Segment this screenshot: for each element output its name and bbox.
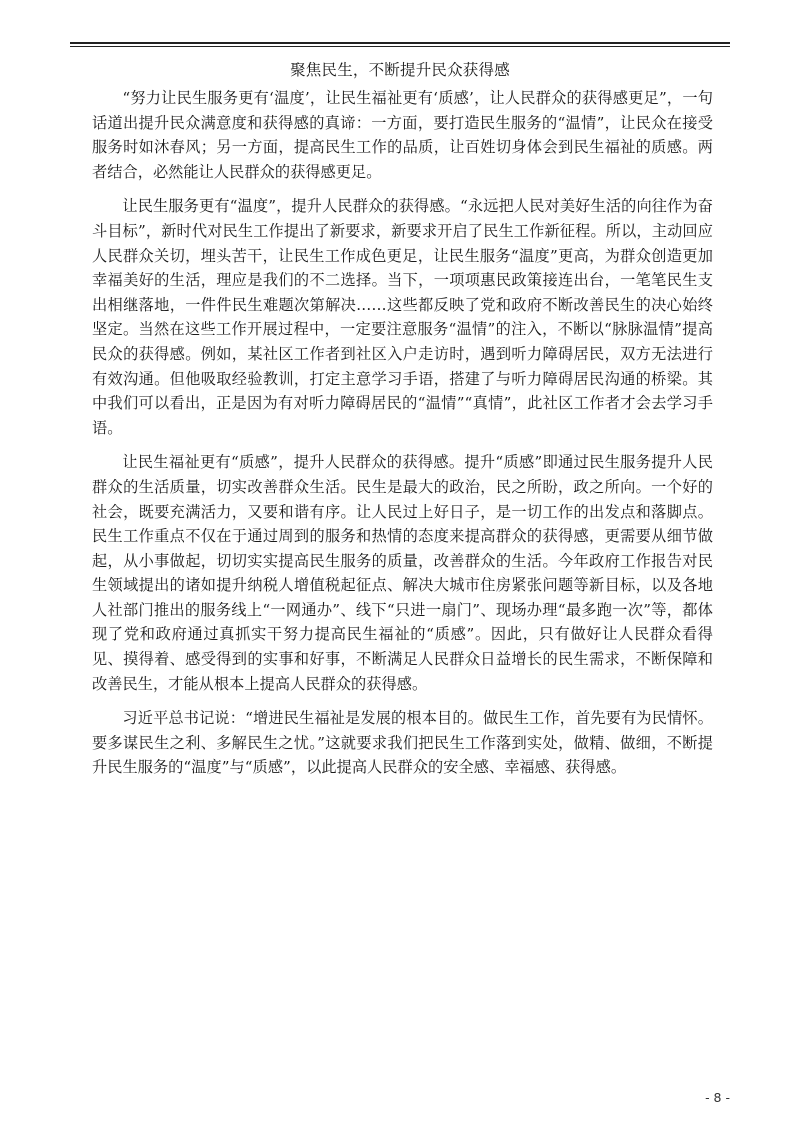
paragraph-service-warmth: 让民生服务更有“温度”，提升人民群众的获得感。“永远把人民对美好生活的向往作为奋斗目标”，新时代对民生工作提出了新要求，新要求开启了民生工作新征程。所以，主动回应人民群众关切，埋头苦干，让民生工作成色更足，让民生服务“温度”更高，为群众创造更加幸福美好的生活，理应是我们的不二选择。当下，一项项惠民政策接连出台，一笔笔民生支出相继落地，一件件民生难题次第解决……这些都反映了党和政府不断改善民生的决心始终坚定。当然在这些工作开展过程中，一定要注意服务“温情”的注入，不断以“脉脉温情”提高民众的获得感。例如，某社区工作者到社区入户走访时，遇到听力障碍居民，双方无法进行有效沟通。但他吸取经验教训，打定主意学习手语，搭建了与听力障碍居民沟通的桥梁。其中我们可以看出，正是因为有对听力障碍居民的“温情”“真情”，此社区工作者才会去学习手语。 [92,197,713,437]
header-rule-thin [70,46,730,47]
paragraph-conclusion: 习近平总书记说：“增进民生福祉是发展的根本目的。做民生工作，首先要有为民情怀。要多谋民生之利、多解民生之忧。”这就要求我们把民生工作落到实处，做精、做细，不断提升民生服务的“温度”与“质感”，以此提高人民群众的安全感、幸福感、获得感。 [92,709,713,777]
article-title: 聚焦民生，不断提升民众获得感 [290,61,510,79]
article-body [92,86,713,790]
header-rule-thick [70,42,730,44]
paragraph-intro: “努力让民生服务更有‘温度’，让民生福祉更有‘质感’，让人民群众的获得感更足”，一句话道出提升民众满意度和获得感的真谛：一方面，要打造民生服务的“温情”，让民众在接受服务时如沐春风；另一方面，提高民生工作的品质，让百姓切身体会到民生福祉的质感。两者结合，必然能让人民群众的获得感更足。 [92,89,714,181]
paragraph-welfare-quality: 让民生福祉更有“质感”，提升人民群众的获得感。提升“质感”即通过民生服务提升人民群众的生活质量，切实改善群众生活。民生是最大的政治，民之所盼，政之所向。一个好的社会，既要充满活力，又要和谐有序。让人民过上好日子，是一切工作的出发点和落脚点。民生工作重点不仅在于通过周到的服务和热情的态度来提高群众的获得感，更需要从细节做起，从小事做起，切切实实提高民生服务的质量，改善群众的生活。今年政府工作报告对民生领域提出的诸如提升纳税人增值税起征点、解决大城市住房紧张问题等新目标，以及各地人社部门推出的服务线上“一网通办”、线下“只进一扇门”、现场办理“最多跑一次”等，都体现了党和政府通过真抓实干努力提高民生福祉的“质感”。因此，只有做好让人民群众看得见、摸得着、感受得到的实事和好事，不断满足人民群众日益增长的民生需求，不断保障和改善民生，才能从根本上提高人民群众的获得感。 [92,453,713,693]
page-number: - 8 - [705,1090,730,1105]
